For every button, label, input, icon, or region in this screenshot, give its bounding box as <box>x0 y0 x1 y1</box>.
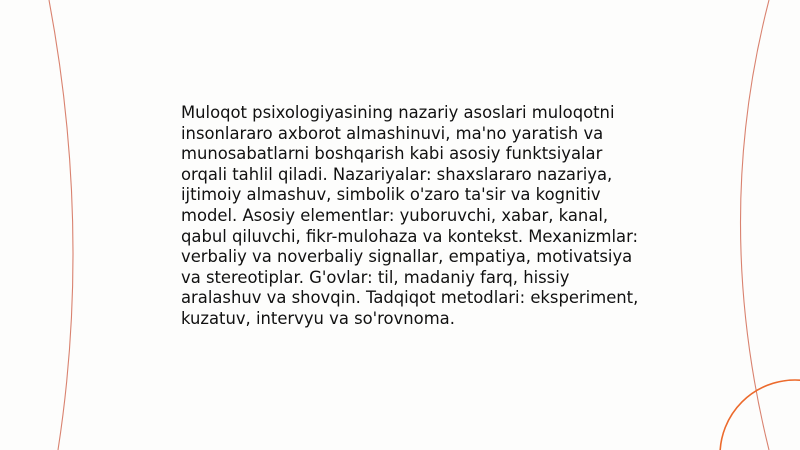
left-curve-line <box>49 0 73 450</box>
body-paragraph: Muloqot psixologiyasining nazariy asoslari muloqotni insonlararo axborot almashinuvi, ma'no yaratish va munosabatlarni boshqarish kabi asosiy funktsiyalar orqali tahlil qiladi. Nazariyalar: shaxslararo nazariya, ijtimoiy almashuv, simbolik o'zaro ta'sir va kognitiv model. Asosiy elementlar: yuboruvchi, xabar, kanal, qabul qiluvchi, fikr-mulohaza va kontekst. Mexanizmlar: verbaliy va noverbaliy signallar, empatiya, motivatsiya va stereotiplar. G'ovlar: til, madaniy farq, hissiy aralashuv va shovqin. Tadqiqot metodlari: eksperiment, kuzatuv, intervyu va so'rovnoma. <box>181 103 639 328</box>
right-curve-line <box>741 0 770 450</box>
accent-circle <box>720 380 800 450</box>
